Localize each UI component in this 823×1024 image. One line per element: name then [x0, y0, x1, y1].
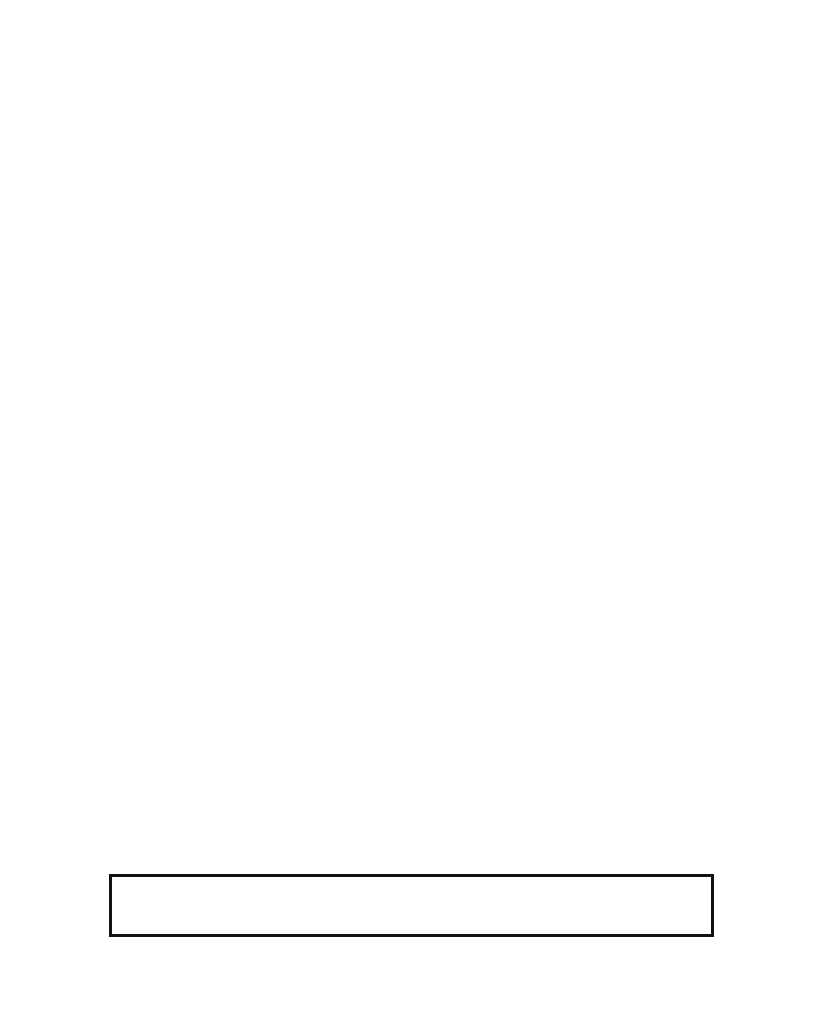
- price-row: [196, 412, 616, 453]
- price-row: [196, 575, 616, 616]
- aquarius-waves-icon: [346, 38, 474, 142]
- price-list: [196, 248, 616, 861]
- price-row: [196, 248, 616, 289]
- top-wave-icon: [352, 42, 466, 86]
- price-row: [196, 452, 616, 493]
- bottom-wave-icon: [352, 90, 466, 136]
- price-row: [196, 698, 616, 739]
- price-row: [196, 616, 616, 657]
- stay-hours-notice: [109, 874, 714, 937]
- price-row: [196, 371, 616, 412]
- price-row: [196, 289, 616, 330]
- price-row: [196, 330, 616, 371]
- price-row: [196, 534, 616, 575]
- price-row: [196, 820, 616, 861]
- price-row: [196, 657, 616, 698]
- price-row: [196, 493, 616, 534]
- price-row: [196, 739, 616, 780]
- price-row: [196, 780, 616, 821]
